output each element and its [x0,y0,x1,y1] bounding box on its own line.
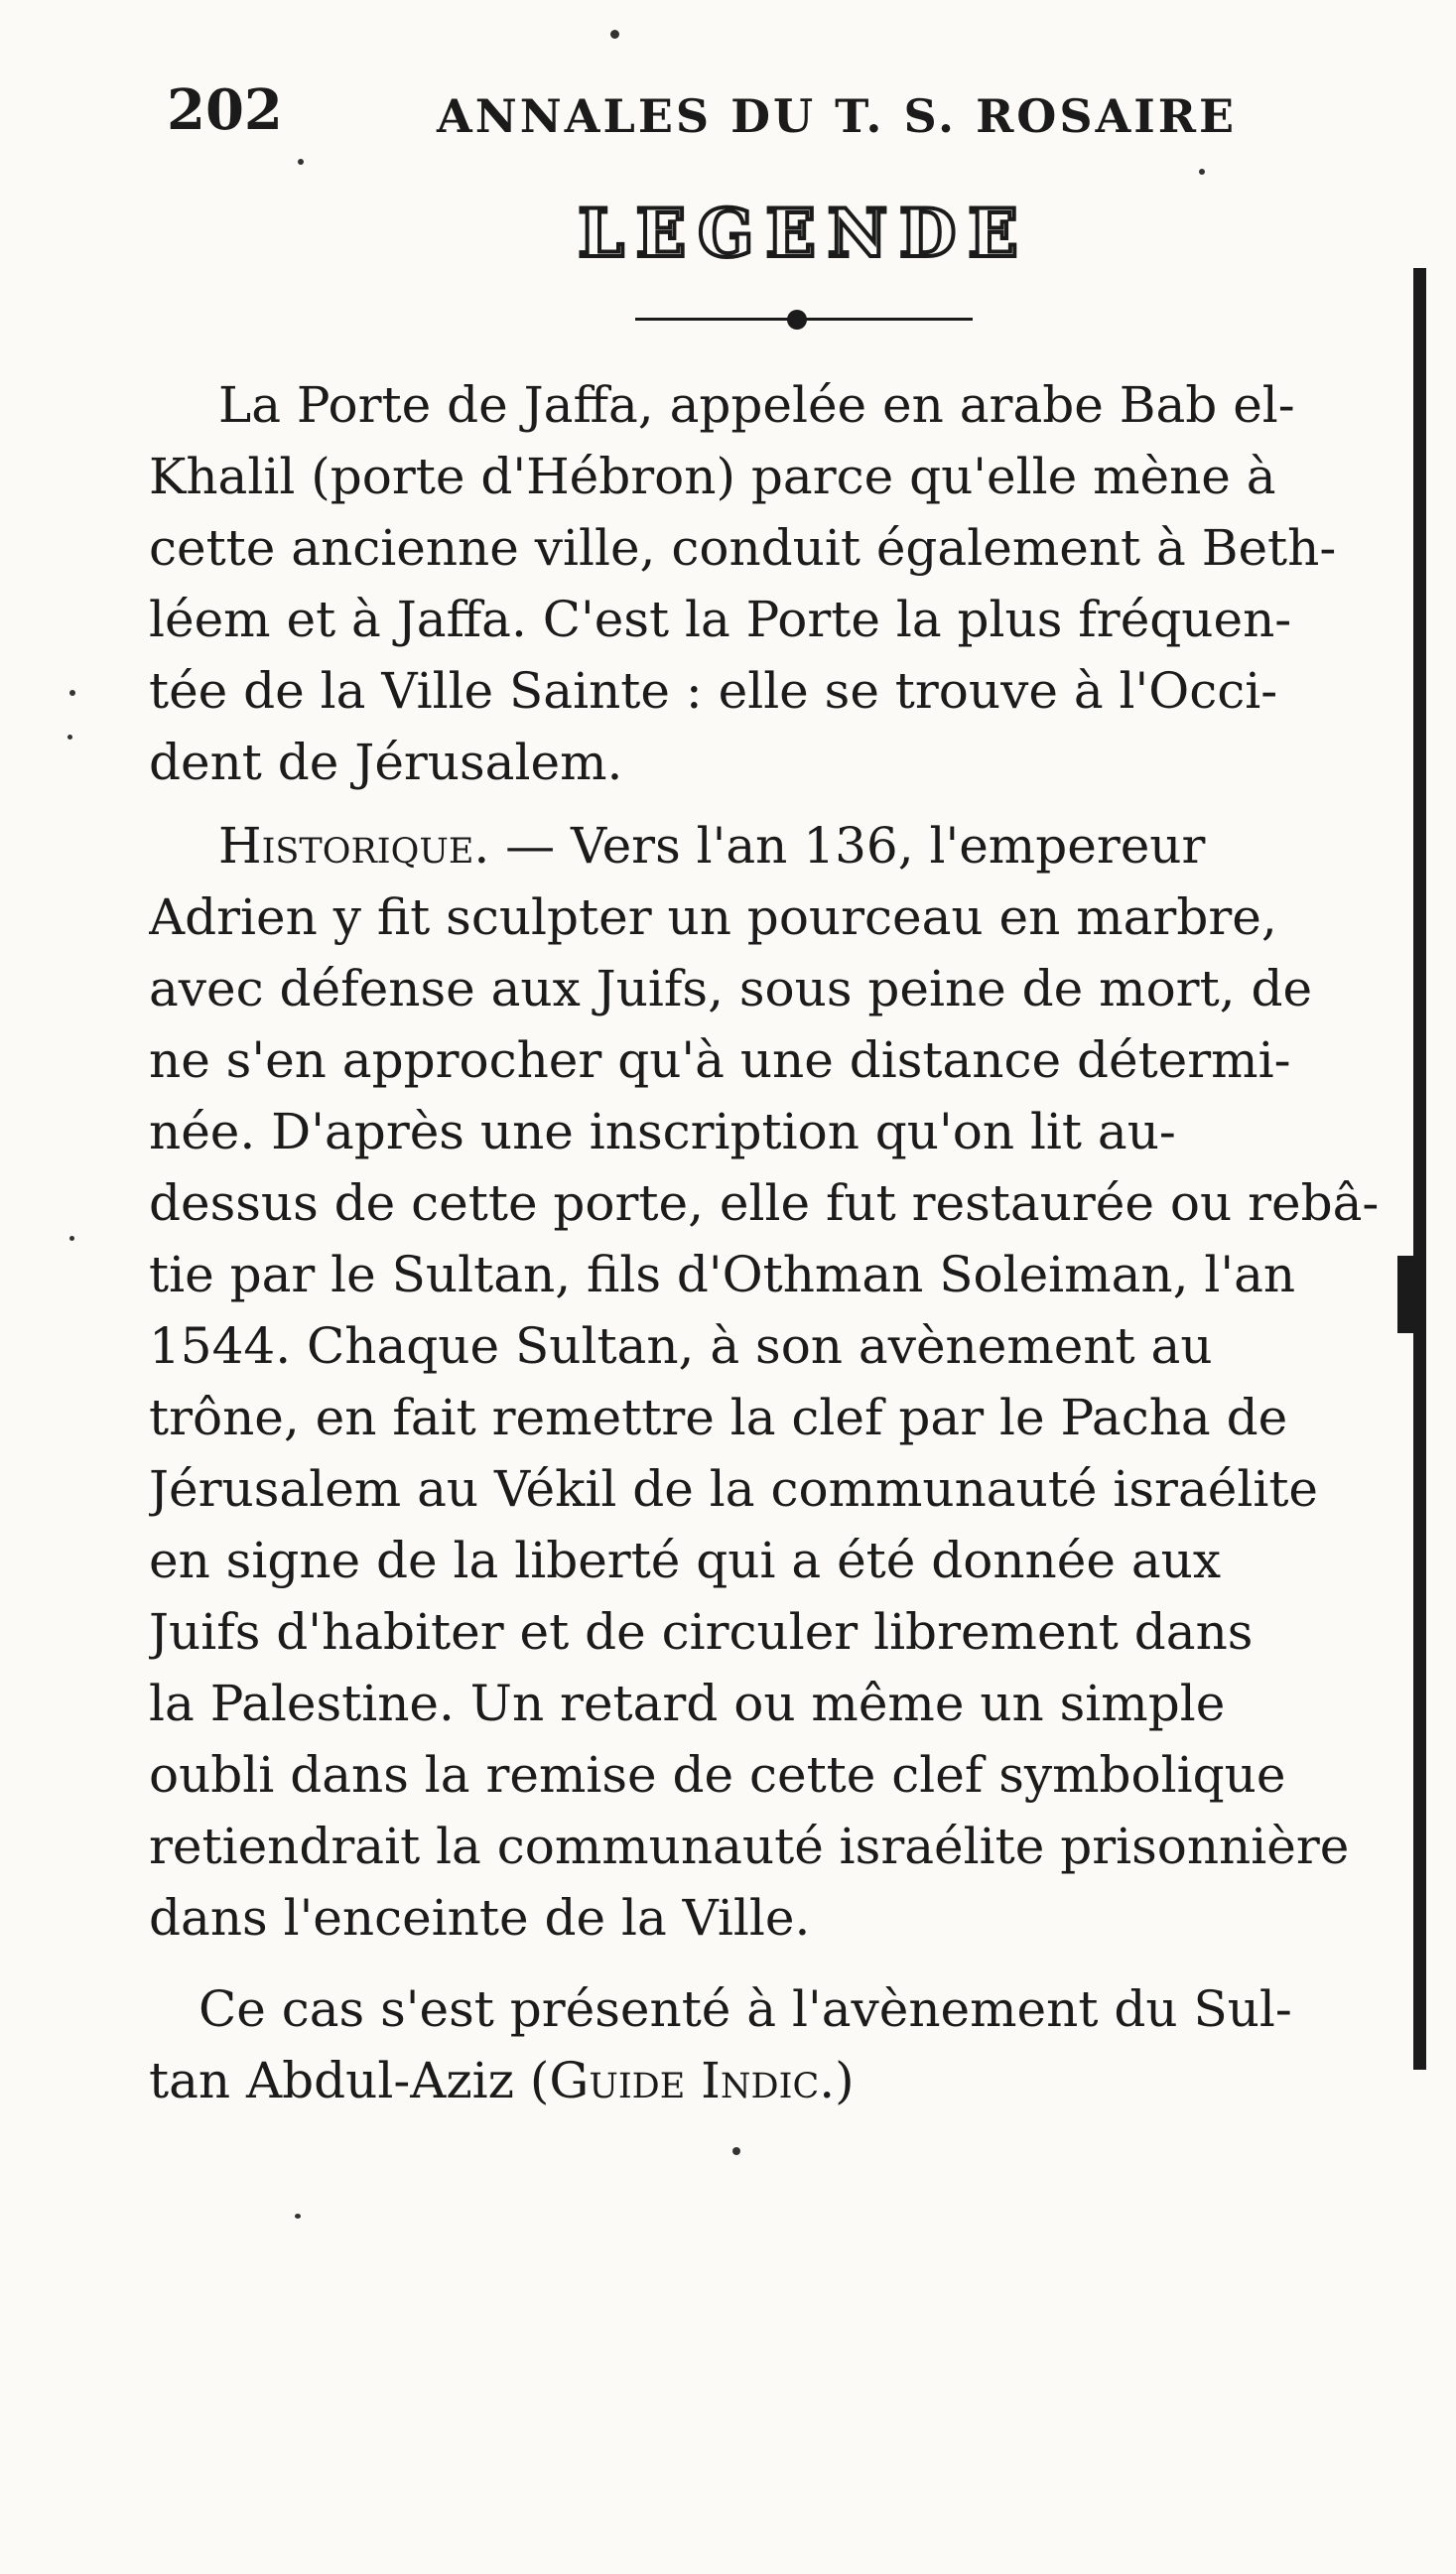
text-line: léem et à Jaffa. C'est la Porte la plus fréquen- [149,591,1292,648]
paragraph-3 [149,1973,1414,2116]
text-line: tée de la Ville Sainte : elle se trouve à l'Occi- [149,662,1278,720]
scan-speck [67,735,72,740]
scan-speck [298,159,304,165]
text-line: avec défense aux Juifs, sous peine de mort, de [149,960,1313,1017]
text-line: Ce cas s'est présenté à l'avènement du Sul- [199,1980,1292,2038]
text-line: ne s'en approcher qu'à une distance détermi- [149,1031,1291,1089]
scan-speck [1199,169,1205,175]
section-title: LEGENDE [578,195,1030,272]
text-line: La Porte de Jaffa, appelée en arabe Bab el- [218,376,1295,434]
text-line: 1544. Chaque Sultan, à son avènement au [149,1317,1213,1375]
text-line: oubli dans la remise de cette clef symbolique [149,1746,1286,1804]
text-line: tie par le Sultan, fils d'Othman Soleiman, l'an [149,1246,1296,1303]
scan-speck [69,1236,74,1241]
line-suffix: ) [835,2052,855,2109]
text-line: Jérusalem au Vékil de la communauté israélite [149,1460,1319,1518]
text-line: née. D'après une inscription qu'on lit au- [149,1103,1176,1160]
paragraph-1 [149,369,1414,798]
scan-speck [295,2214,301,2219]
text-line: retiendrait la communauté israélite prisonnière [149,1818,1350,1875]
historique-first-line: — Vers l'an 136, l'empereur [489,817,1206,875]
text-line: la Palestine. Un retard ou même un simple [149,1675,1226,1732]
text-line: Khalil (porte d'Hébron) parce qu'elle mène à [149,448,1276,505]
text-line: dans l'enceinte de la Ville. [149,1889,811,1947]
line-prefix: tan Abdul-Aziz ( [149,2052,550,2109]
text-line [149,810,1414,881]
title-rule-dot [787,310,807,330]
scan-speck [610,30,619,39]
paragraph-2 [149,810,1414,1954]
text-line: dent de Jérusalem. [149,734,623,791]
source-citation: Guide Indic. [549,2052,836,2109]
text-line: dessus de cette porte, elle fut restaurée ou rebâ- [149,1174,1380,1232]
scan-speck [69,690,75,696]
text-line: Adrien y fit sculpter un pourceau en marbre, [149,888,1277,946]
text-line: trône, en fait remettre la clef par le Pacha de [149,1389,1288,1446]
text-line: Juifs d'habiter et de circuler librement dans [149,1603,1254,1661]
margin-bar [1413,268,1426,2070]
page-number: 202 [167,77,283,143]
text-line [149,2045,1414,2116]
running-title: ANNALES DU T. S. ROSAIRE [437,89,1238,143]
historique-label: Historique. [218,817,490,875]
text-line: cette ancienne ville, conduit également à Beth- [149,519,1337,577]
text-line: en signe de la liberté qui a été donnée aux [149,1532,1222,1589]
scan-speck [732,2147,740,2155]
